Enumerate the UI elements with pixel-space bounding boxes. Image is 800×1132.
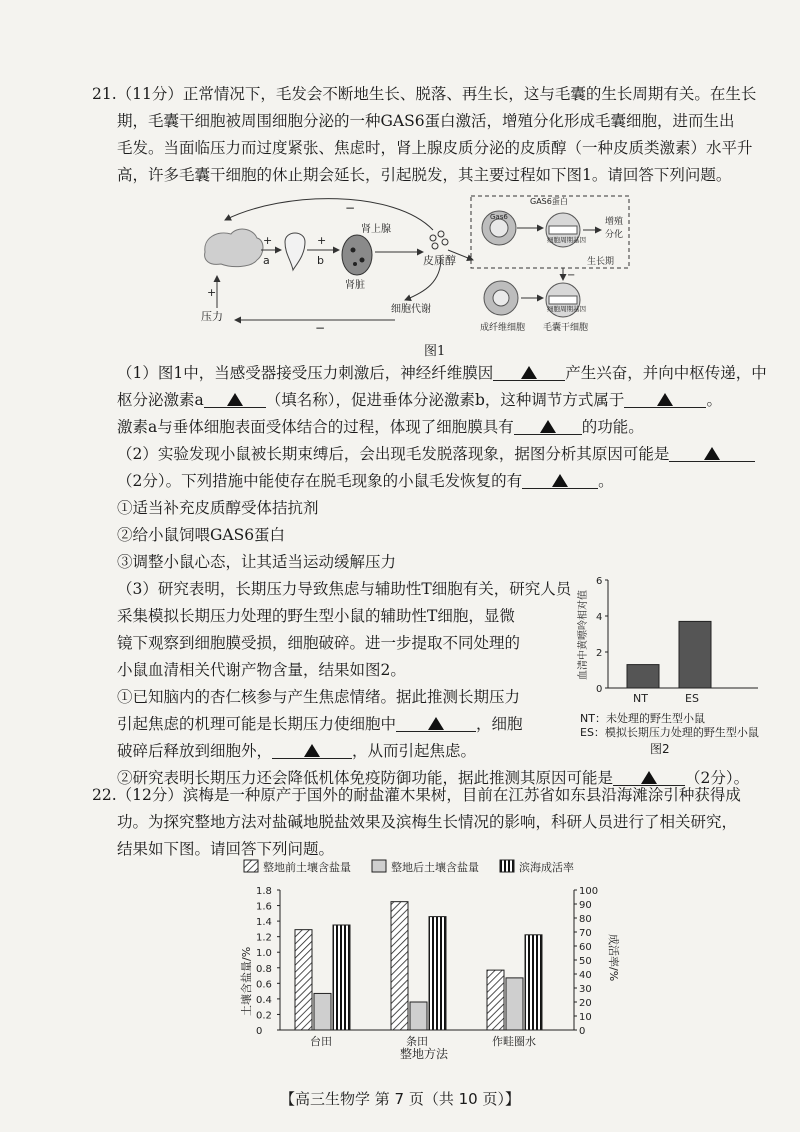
blank-mark-icon [540, 420, 556, 433]
fig2-ylabel: 血清中黄嘌呤相对值 [578, 590, 589, 680]
fig3-y-tick-label: 0.4 [256, 994, 272, 1006]
answer-blank[interactable] [396, 712, 476, 732]
blank-mark-icon [227, 393, 243, 406]
answer-blank[interactable] [624, 388, 706, 408]
blank-mark-icon [521, 366, 537, 379]
q21-3-line-4: 小鼠血清相关代谢产物含量，结果如图2。 [117, 661, 406, 679]
q21-3-line-7: 破碎后释放到细胞外， ，从而引起焦虑。 [117, 739, 793, 765]
figure-2-caption: 图2 [650, 742, 670, 756]
svg-text:a: a [263, 254, 270, 267]
fig3-y2label: 成活率/% [607, 934, 620, 982]
svg-text:+: + [317, 234, 327, 247]
svg-text:细胞代谢: 细胞代谢 [391, 304, 431, 315]
q21-line-3: 毛发。当面临压力而过度紧张、焦虑时，肾上腺皮质分泌的皮质醇（一种皮质类激素）水平升 [117, 139, 753, 157]
brain-icon [205, 229, 263, 267]
fig2-y-tick-label: 4 [596, 612, 603, 623]
answer-blank[interactable] [522, 469, 598, 489]
svg-text:肾脏: 肾脏 [345, 280, 365, 291]
fig3-bar-台田-0 [295, 930, 312, 1030]
svg-text:毛囊干细胞: 毛囊干细胞 [543, 323, 589, 333]
figure-2-note-1: NT：未处理的野生型小鼠 [580, 712, 705, 725]
svg-text:GAS6蛋白: GAS6蛋白 [530, 197, 568, 206]
svg-text:+: + [263, 234, 273, 247]
fig2-bar-NT [627, 665, 659, 688]
fig3-y2-tick-label: 70 [579, 928, 592, 939]
figure-3-chart [232, 858, 622, 1068]
fig3-y2-tick-label: 60 [579, 942, 592, 953]
fig2-y-tick-label: 0 [596, 684, 603, 695]
fig3-y-tick-label: 1.8 [256, 886, 272, 897]
q21-2-option-2: ②给小鼠饲喂GAS6蛋白 [117, 526, 286, 544]
fig3-x-label: 作畦圈水 [492, 1035, 536, 1048]
answer-blank[interactable] [272, 739, 352, 759]
fig3-y2-tick-label: 30 [579, 984, 592, 995]
figure-2-note-2: ES：模拟长期压力处理的野生型小鼠 [580, 726, 759, 739]
figure-1-caption: 图1 [424, 344, 446, 359]
fig3-bar-作畦圈水-1 [506, 978, 523, 1030]
fig2-x-label: NT [633, 692, 648, 705]
q21-2-line-1: （2）实验发现小鼠被长期束缚后，会出现毛发脱落现象，据图分析其原因可能是 [117, 442, 793, 468]
figure-1 [195, 190, 640, 340]
answer-blank[interactable] [514, 415, 582, 435]
fig3-legend-label: 整地后土壤含盐量 [391, 861, 479, 874]
fig3-legend-swatch [372, 860, 386, 872]
fig3-y-tick-label: 0.6 [256, 979, 272, 991]
fig3-y2-tick-label: 100 [579, 886, 599, 897]
svg-text:细胞周期基因: 细胞周期基因 [547, 236, 586, 244]
fig2-x-label: ES [685, 692, 699, 705]
blank-mark-icon [657, 393, 673, 406]
fig3-y2-tick-label: 0 [579, 1026, 586, 1037]
svg-text:Gas6: Gas6 [490, 213, 508, 221]
fig2-bar-ES [679, 621, 711, 688]
svg-text:−: − [567, 270, 576, 281]
svg-text:压力: 压力 [201, 310, 223, 323]
cortisol-molecules [430, 231, 448, 249]
fig3-legend-label: 滨海成活率 [519, 861, 574, 874]
svg-text:−: − [345, 201, 356, 215]
fig3-y2-tick-label: 50 [579, 956, 592, 967]
q22-line-1: 22.（12分）滨梅是一种原产于国外的耐盐灌木果树，目前在江苏省如东县沿海滩涂引种获得成 [92, 786, 741, 804]
q21-3-line-1: （3）研究表明，长期压力导致焦虑与辅助性T细胞有关，研究人员 [117, 580, 572, 598]
fig3-ylabel: 土壤含盐量/% [240, 946, 253, 1016]
answer-blank[interactable] [204, 388, 266, 408]
svg-text:增殖: 增殖 [605, 217, 624, 227]
fig3-legend-label: 整地前土壤含盐量 [263, 861, 351, 874]
figure-2-chart [574, 572, 770, 710]
svg-text:肾上腺: 肾上腺 [361, 224, 391, 235]
svg-text:成纤维细胞: 成纤维细胞 [480, 323, 526, 333]
q21-1-line-1: （1）图1中，当感受器接受压力刺激后，神经纤维膜因 产生兴奋，并向中枢传递，中 [117, 361, 793, 387]
svg-text:细胞周期基因: 细胞周期基因 [547, 305, 586, 313]
svg-text:皮质醇: 皮质醇 [423, 254, 456, 267]
pituitary-icon [285, 233, 305, 270]
fig3-y-tick-label: 0.2 [256, 1010, 272, 1022]
answer-blank[interactable] [669, 442, 755, 462]
page-footer: 【高三生物学 第 7 页（共 10 页）】 [280, 1090, 520, 1108]
fig3-y-tick-label: 1.6 [256, 901, 272, 913]
q21-2-line-2: （2分）。下列措施中能使存在脱毛现象的小鼠毛发恢复的有 。 [117, 469, 793, 495]
fig3-y2-tick-label: 40 [579, 970, 592, 981]
blank-mark-icon [704, 447, 720, 460]
svg-text:分化: 分化 [605, 230, 624, 240]
fig2-y-tick-label: 2 [596, 648, 603, 659]
q21-line-2: 期，毛囊干细胞被周围细胞分泌的一种GAS6蛋白激活，增殖分化形成毛囊细胞，进而生出 [117, 112, 735, 130]
fig3-y2-tick-label: 10 [579, 1012, 592, 1023]
blank-mark-icon [428, 717, 444, 730]
fig3-y2-tick-label: 20 [579, 998, 592, 1009]
fig3-xlabel: 整地方法 [400, 1047, 449, 1061]
blank-mark-icon [552, 474, 568, 487]
q21-3-line-5: ①已知脑内的杏仁核参与产生焦虑情绪。据此推测长期压力 [117, 688, 521, 706]
fig3-bar-作畦圈水-0 [487, 970, 504, 1030]
fig3-y-tick-label: 1.2 [256, 932, 272, 944]
q21-3-line-6: 引起焦虑的机理可能是长期压力使细胞中 ，细胞 [117, 712, 793, 738]
q21-2-option-1: ①适当补充皮质醇受体拮抗剂 [117, 499, 319, 517]
fig3-legend-swatch [500, 860, 514, 872]
svg-text:b: b [317, 254, 324, 267]
fig3-legend-swatch [244, 860, 258, 872]
q21-1-line-2: 枢分泌激素a （填名称），促进垂体分泌激素b，这种调节方式属于 。 [117, 388, 793, 414]
fig3-bar-作畦圈水-2 [525, 935, 542, 1030]
q21-2-option-3: ③调整小鼠心态，让其适当运动缓解压力 [117, 553, 397, 571]
q21-1-line-3: 激素a与垂体细胞表面受体结合的过程，体现了细胞膜具有 的功能。 [117, 415, 793, 441]
q21-line-1: 21.（11分）正常情况下，毛发会不断地生长、脱落、再生长，这与毛囊的生长周期有关。在生长 [92, 85, 757, 103]
svg-text:+: + [207, 286, 217, 299]
fig3-y2-tick-label: 90 [579, 900, 592, 911]
fig3-y-tick-label: 0 [256, 1026, 263, 1037]
fig2-y-tick-label: 6 [596, 576, 603, 587]
fig3-bar-条田-0 [391, 902, 408, 1030]
q22-line-2: 功。为探究整地方法对盐碱地脱盐效果及滨梅生长情况的影响，科研人员进行了相关研究， [117, 813, 738, 831]
svg-text:−: − [315, 321, 326, 335]
blank-mark-icon [304, 744, 320, 757]
q21-3-line-8: ②研究表明长期压力还会降低机体免疫防御功能，据此推测其原因可能是 （2分）。 [117, 766, 793, 792]
q22-line-3: 结果如下图。请回答下列问题。 [117, 840, 335, 858]
q21-3-line-2: 采集模拟长期压力处理的野生型小鼠的辅助性T细胞，显微 [117, 607, 515, 625]
fig3-y-tick-label: 1.4 [256, 917, 272, 929]
fig3-bar-条田-2 [429, 917, 446, 1030]
fig3-bar-条田-1 [410, 1002, 427, 1030]
kidney-icon [342, 235, 372, 275]
fig3-y2-tick-label: 80 [579, 914, 592, 925]
q21-3-line-3: 镜下观察到细胞膜受损，细胞破碎。进一步提取不同处理的 [117, 634, 521, 652]
fig3-y-tick-label: 0.8 [256, 963, 272, 975]
q21-line-4: 高，许多毛囊干细胞的休止期会延长，引起脱发，其主要过程如下图1。请回答下列问题。 [117, 166, 732, 184]
fig3-bar-台田-1 [314, 993, 331, 1030]
fig3-bar-台田-2 [333, 925, 350, 1030]
fig3-x-label: 条田 [406, 1035, 428, 1048]
fig3-x-label: 台田 [310, 1035, 332, 1048]
answer-blank[interactable] [493, 361, 565, 381]
svg-text:生长期: 生长期 [587, 257, 615, 267]
fig3-y-tick-label: 1.0 [256, 948, 272, 960]
